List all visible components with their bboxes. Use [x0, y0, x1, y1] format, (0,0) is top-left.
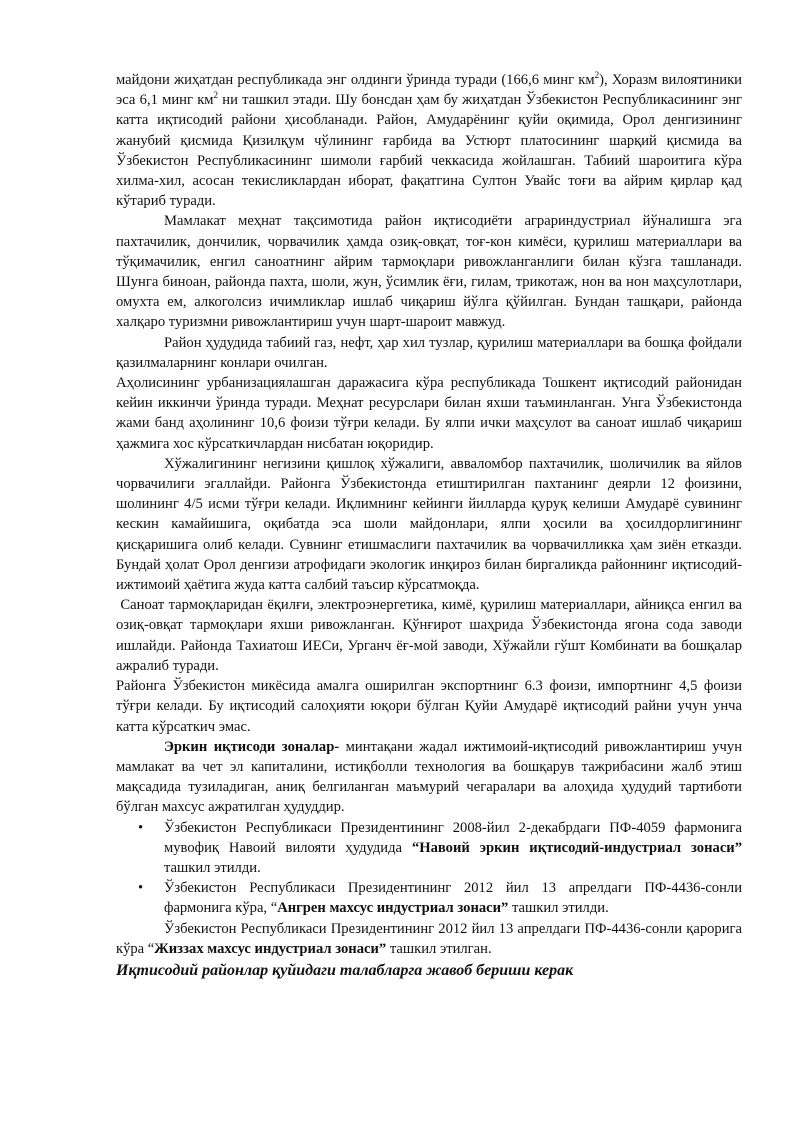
bullet-marker: • — [138, 819, 144, 836]
list-item: • Ўзбекистон Республикаси Президентининг 2008-йил 2-декабрдаги ПФ-4059 фармонига мувофиқ Навоий вилояти ҳудудида “Навоий эркин иқтисодий-индустриал зонаси” ташкил этилди. — [138, 819, 742, 876]
paragraph-industry: Саноат тармоқларидан ёқилғи, электроэнергетика, кимё, қурилиш материаллари, айниқса енгил ва озиқ-овқат тармоқлари яхши ривожланган. Қўнғирот шаҳрида Ўзбекистонда ягона сода заводи ишлайди. Районда Тахиатош ИЕСи, Урганч ёғ-мой заводи, Хўжайли гўшт Комбинати ва бошқалар ажралиб туради. — [116, 597, 746, 674]
paragraph-agriculture: Хўжалигининг негизини қишлоқ хўжалиги, авваломбор пахтачилик, шоличилик ва яйлов чорвачилиги эгаллайди. Районга Ўзбекистонда етиштирилган пахтанинг деярли 12 фоизини, шолининг 4/5 исми тўғри келади. Иқлимнинг кейинги йилларда қуруқ келиши Амударё сувининг кескин камайишига, оқибатда эса шоли майдонлари, ялпи ҳосили ва ҳосилдорлигининг қисқаришига олиб келади. Сувнинг етишмаслиги пахтачилик ва чорвачилликка ҳам зиён етказди. Бундай ҳолат Орол денгизи атрофидаги экологик инқироз билан биргаликда районнинг иқтисодий-ижтимоий ҳаётига жуда катта салбий таъсир кўрсатмоқда. — [116, 455, 742, 594]
paragraph-export-import: Районга Ўзбекистон микёсида амалга оширилган экспортнинг 6.3 фоизи, импортнинг 4,5 фоизи тўғри келади. Бу иқтисодий салоҳияти юқори бўлган Қуйи Амударё иқтисодий райни учун унча катта кўрсаткич эмас. — [116, 678, 742, 735]
paragraph-jizzakh-zone: Ўзбекистон Республикаси Президентининг 2012 йил 13 апрелдаги ПФ-4436-сонли қарорига кўра “Жиззах махсус индустриал зонаси” ташкил этилган. — [116, 920, 742, 957]
bullet-marker: • — [138, 880, 144, 897]
zones-bullet-list — [116, 818, 742, 919]
paragraph-mineral-resources: Район ҳудудида табиий газ, нефт, ҳар хил тузлар, қурилиш материаллари ва бошқа фойдали қазилмаларнинг конлари очилган. — [116, 334, 742, 371]
section-heading: Иқтисодий районлар қуйидаги талабларга жавоб бериши керак — [116, 961, 574, 979]
paragraph-economy-specialization: Мамлакат меҳнат тақсимотида район иқтисодиёти аграриндустриал йўналишга эга пахтачилик, дончилик, чорвачилик ҳамда озиқ-овқат, тоғ-кон кимёси, қурилиш материаллари ва тўқимачилик, енгил саноатнинг айрим тармоқлари ривожланганлиги билан кўзга ташланади. Шунга биноан, районда пахта, шоли, жун, ўсимлик ёғи, гилам, трикотаж, нон ва нон маҳсулотлари, омухта ем, алкоголсиз ичимликлар ишлаб чиқариш йўлга қўйилган. Бундан ташқари, районда халқаро туризмни ривожлантириш учун шарт-шароит мавжуд. — [116, 213, 742, 331]
term-free-economic-zones: Эркин иқтисоди зоналар- — [164, 738, 340, 755]
paragraph-free-economic-zones: Эркин иқтисоди зоналар- минтақани жадал ижтимоий-иқтисодий ривожлантириш учун мамлакат ва чет эл капиталини, истиқболли технология ва бошқарув тажрибасини жалб этиш мақсадида тузиладиган, аниқ белгиланган маъмурий чегаралари ва алоҳида ҳудудий тартиботи бўлган махсус ажратилган ҳудуддир. — [116, 738, 742, 816]
paragraph-population: Аҳолисининг урбанизациялашган даражасига кўра республикада Тошкент иқтисодий районидан кейин иккинчи ўринда туради. Меҳнат ресурслари билан яхши таъминланган. Унга Ўзбекистонда жами банд аҳолининг 10,6 фоизи тўғри келади. Бу ялпи ички маҳсулот ва саноат ишлаб чиқариш ҳажмига хос кўрсаткичлардан нисбатан юқоридир. — [116, 375, 742, 452]
list-item: • Ўзбекистон Республикаси Президентининг 2012 йил 13 апрелдаги ПФ-4436-сонли фармонига кўра, “Ангрен махсус индустриал зонаси” ташкил этилди. — [138, 880, 742, 917]
paragraph-region-area: майдони жиҳатдан республикада энг олдинги ўринда туради (166,6 минг $км^2$), Хоразм вилоятиники эса 6,1 минг $км^2$ ни ташкил этади. Шу бонсдан ҳам бу жиҳатдан Ўзбекистон Республикасининг энг катта иқтисодий райони ҳисобланади. Район, Амударёнинг қуйи оқимида, Орол денгизининг жанубий қисмида Қизилқум чўлининг ғарбида ва Устюрт платосининг шарқий қисмида ва Ўзбекистон Республикасининг шимоли ғарбий чеккасида жойлашган. Табиий шароитига кўра хилма-хил, асосан текисликлардан иборат, фақатгина Султон Увайс тоғи ва айрим қирлар қад кўтариб туради. — [116, 70, 742, 210]
